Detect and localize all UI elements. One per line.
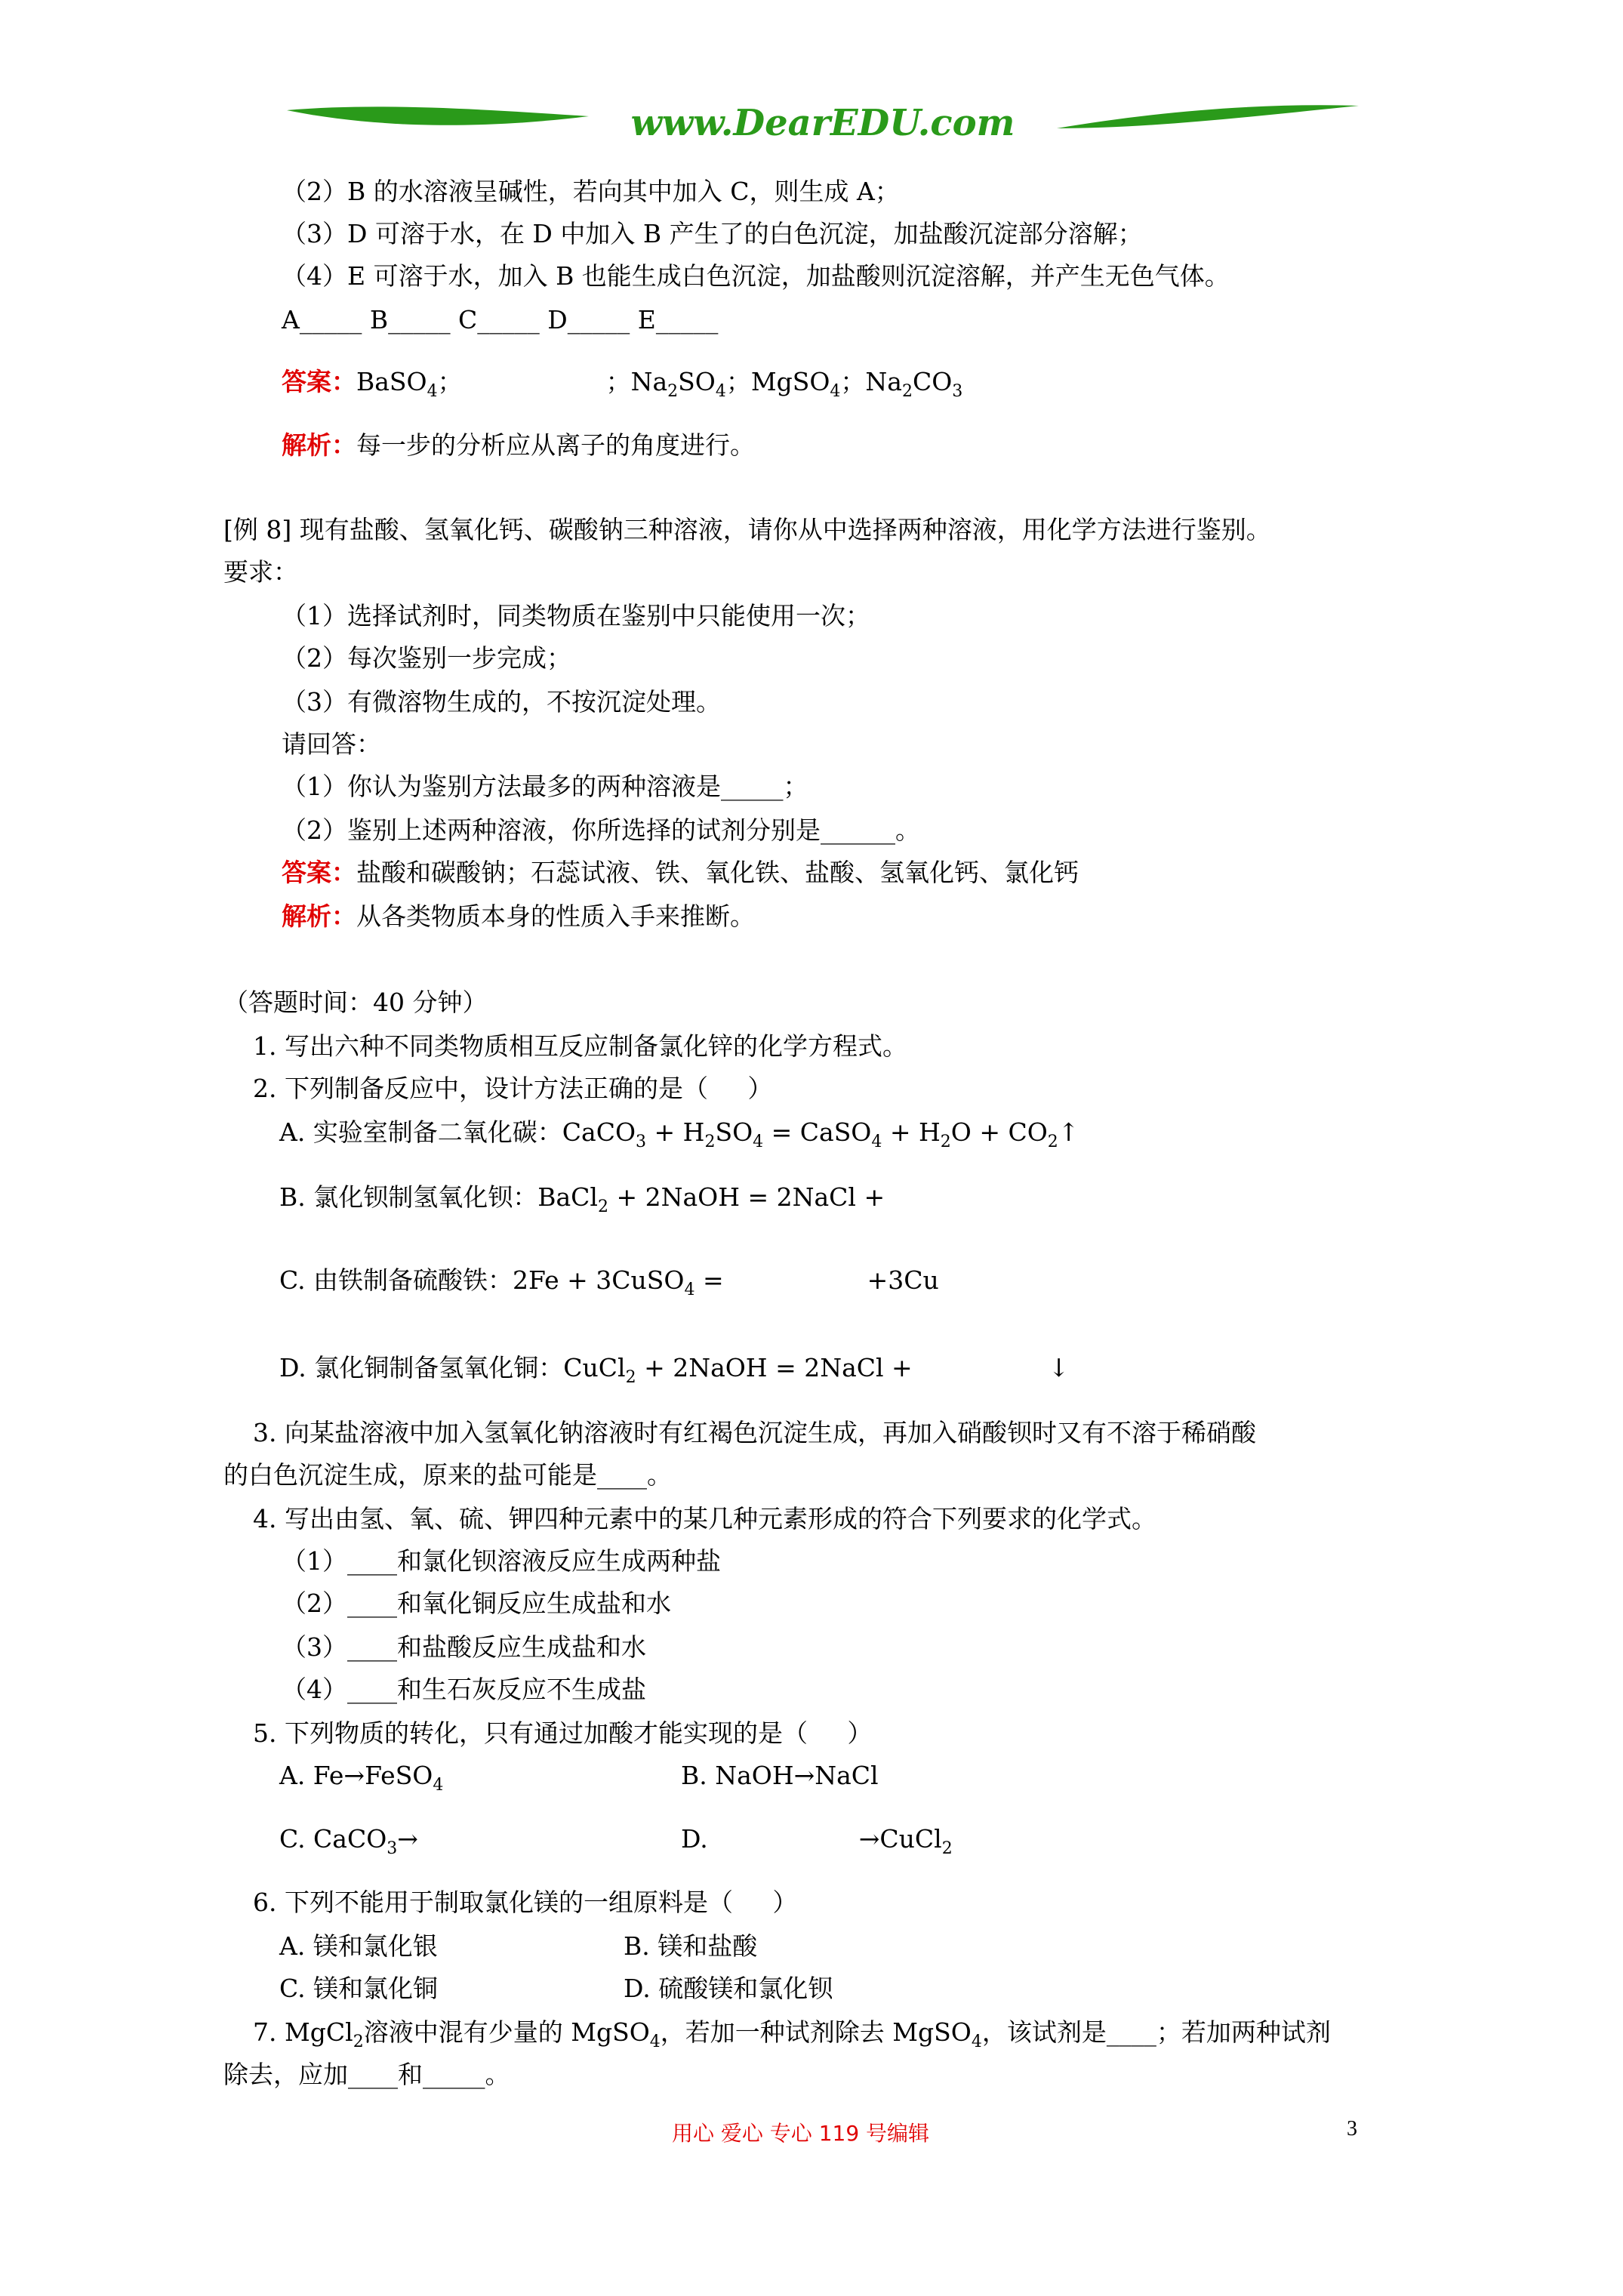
- example-8-requirements: 要求：: [223, 557, 298, 587]
- arrow-up-icon: ↑: [1058, 1117, 1079, 1147]
- requirement-3: （3）有微溶物生成的，不按沉淀处理。: [282, 687, 721, 717]
- condition-2: （2）B 的水溶液呈碱性，若向其中加入 C，则生成 A；: [282, 177, 900, 206]
- time-note: （答题时间：40 分钟）: [223, 988, 488, 1017]
- condition-4: （4）E 可溶于水，加入 B 也能生成白色沉淀，加盐酸则沉淀溶解，并产生无色气体。: [282, 261, 1230, 291]
- problem-2-option-c: C. 由铁制备硫酸铁：2Fe + 3CuSO$_4$ = +3Cu: [279, 1265, 939, 1299]
- problem-6-option-b: B. 镁和盐酸: [624, 1931, 758, 1961]
- answer-label: 答案：: [282, 858, 356, 887]
- problem-7-line-1: 7. MgCl$_2$溶液中混有少量的 MgSO$_4$，若加一种试剂除去 MgSO$_4$，该试剂是____；若加两种试剂: [253, 2017, 1331, 2051]
- question-2: （2）鉴别上述两种溶液，你所选择的试剂分别是______。: [282, 815, 920, 845]
- problem-5-option-b: B. NaOH→NaCl: [681, 1761, 879, 1790]
- problem-6-option-d: D. 硫酸镁和氯化钡: [624, 1974, 833, 2003]
- problem-7-line-2: 除去，应加____和_____。: [223, 2060, 510, 2089]
- answer-line-2: 答案：盐酸和碳酸钠；石蕊试液、铁、氧化铁、盐酸、氢氧化钙、氯化钙: [282, 858, 1079, 887]
- problem-3-line-2: 的白色沉淀生成，原来的盐可能是____。: [223, 1460, 672, 1490]
- please-answer: 请回答：: [282, 729, 381, 759]
- problem-4-item-4: （4）____和生石灰反应不生成盐: [282, 1675, 646, 1704]
- problem-5-option-d: D. →CuCl$_2$: [681, 1824, 953, 1858]
- requirement-1: （1）选择试剂时，同类物质在鉴别中只能使用一次；: [282, 601, 870, 630]
- question-1: （1）你认为鉴别方法最多的两种溶液是_____；: [282, 772, 808, 801]
- header-banner: [287, 89, 1359, 157]
- answer-label: 答案：: [282, 367, 356, 396]
- footer-text: 用心 爱心 专心 119 号编辑: [672, 2121, 930, 2146]
- problem-2: 2. 下列制备反应中，设计方法正确的是（ ）: [253, 1074, 773, 1103]
- problem-4-item-2: （2）____和氧化铜反应生成盐和水: [282, 1589, 671, 1618]
- example-8-title: [例 8] 现有盐酸、氢氧化钙、碳酸钠三种溶液，请你从中选择两种溶液，用化学方法进行鉴别。: [223, 515, 1271, 544]
- analysis-line-1: 解析：每一步的分析应从离子的角度进行。: [282, 430, 755, 460]
- problem-4-item-3: （3）____和盐酸反应生成盐和水: [282, 1632, 646, 1662]
- analysis-label: 解析：: [282, 430, 356, 460]
- site-logo[interactable]: www.DearEDU.com: [630, 102, 1015, 144]
- analysis-label: 解析：: [282, 901, 356, 931]
- requirement-2: （2）每次鉴别一步完成；: [282, 643, 571, 673]
- problem-2-option-a: A. 实验室制备二氧化碳：CaCO$_3$ + $H_2SO_4$ = CaSO$_4$ + $H_2O$ + $CO_2↑$: [279, 1117, 1079, 1151]
- problem-5-option-c: C. CaCO$_3$→: [279, 1824, 418, 1858]
- problem-5: 5. 下列物质的转化，只有通过加酸才能实现的是（ ）: [253, 1718, 873, 1748]
- page-number: 3: [1347, 2117, 1357, 2140]
- problem-2-option-b: B. 氯化钡制氢氧化钡：BaCl$_2$ + 2NaOH = 2NaCl +: [279, 1182, 885, 1216]
- problem-2-option-d: D. 氯化铜制备氢氧化铜：CuCl$_2$ + 2NaOH = 2NaCl + ↓: [279, 1353, 1070, 1387]
- problem-6-option-c: C. 镁和氯化铜: [279, 1974, 439, 2003]
- problem-4-item-1: （1）____和氯化钡溶液反应生成两种盐: [282, 1546, 721, 1576]
- arrow-down-icon: ↓: [1048, 1353, 1070, 1382]
- problem-4: 4. 写出由氢、氧、硫、钾四种元素中的某几种元素形成的符合下列要求的化学式。: [253, 1504, 1156, 1533]
- condition-3: （3）D 可溶于水，在 D 中加入 B 产生了的白色沉淀，加盐酸沉淀部分溶解；: [282, 219, 1143, 248]
- problem-3-line-1: 3. 向某盐溶液中加入氢氧化钠溶液时有红褐色沉淀生成，再加入硝酸钡时又有不溶于稀硝酸: [253, 1418, 1256, 1447]
- analysis-line-2: 解析：从各类物质本身的性质入手来推断。: [282, 901, 755, 931]
- answer-line-1: 答案：BaSO$_4$； ；$Na_2SO_4$；MgSO$_4$；$Na_2CO_3$: [282, 367, 963, 401]
- answer-blanks: A_____ B_____ C_____ D_____ E_____: [282, 305, 719, 334]
- problem-6-option-a: A. 镁和氯化银: [279, 1931, 438, 1961]
- problem-6: 6. 下列不能用于制取氯化镁的一组原料是（ ）: [253, 1888, 798, 1917]
- problem-1: 1. 写出六种不同类物质相互反应制备氯化锌的化学方程式。: [253, 1031, 907, 1061]
- problem-5-option-a: A. Fe→FeSO$_4$: [279, 1761, 444, 1795]
